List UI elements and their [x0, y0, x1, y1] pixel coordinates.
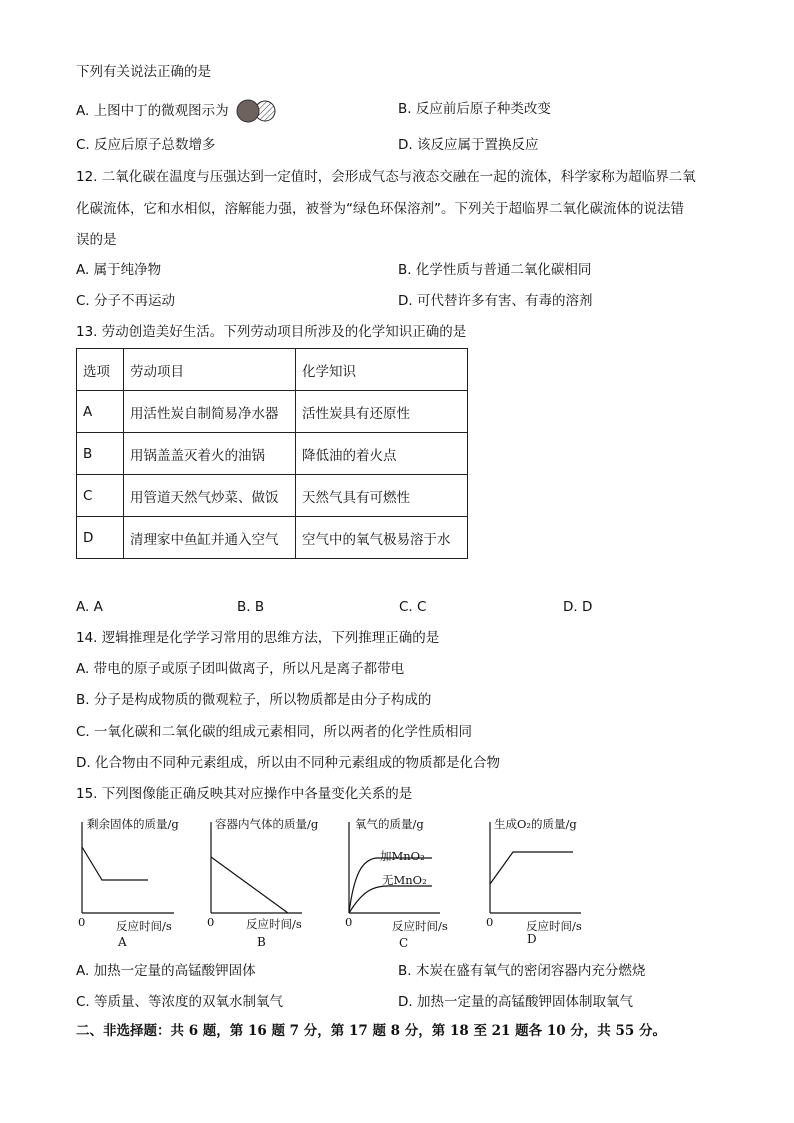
q14-option-d: D. 化合物由不同种元素组成，所以由不同种元素组成的物质都是化合物: [76, 755, 500, 771]
graph-d-letter: D: [527, 932, 537, 946]
table-cell: 空气中的氧气极易溶于水: [296, 517, 468, 559]
graph-b-letter: B: [257, 935, 266, 949]
graph-c-curve1-label: 加MnO₂: [380, 849, 425, 863]
table-header-cell: 劳动项目: [124, 349, 296, 391]
q12-stem-line3: 误的是: [76, 232, 117, 248]
table-cell: A: [77, 391, 124, 433]
table-cell: 用活性炭自制简易净水器: [124, 391, 296, 433]
table-cell: 活性炭具有还原性: [296, 391, 468, 433]
graph-c-letter: C: [399, 936, 409, 950]
q13-option-d: D. D: [563, 599, 593, 615]
graph-a-xlabel: 反应时间/s: [116, 919, 172, 933]
table-cell: 清理家中鱼缸并通入空气: [124, 517, 296, 559]
q15-option-c: C. 等质量、等浓度的双氧水制氧气: [76, 994, 284, 1010]
section-heading: 二、非选择题：共 6 题，第 16 题 7 分，第 17 题 8 分，第 18 至 21 题各 10 分，共 55 分。: [76, 1023, 666, 1039]
table-cell: 降低油的着火点: [296, 433, 468, 475]
q12-stem-line1: 12. 二氧化碳在温度与压强达到一定值时，会形成气态与液态交融在一起的流体，科学家称为超临界二氧: [76, 169, 696, 185]
graph-b-curve: [211, 857, 288, 913]
q11-option-b: B. 反应前后原子种类改变: [398, 101, 551, 117]
table-cell: 用锅盖盖灭着火的油锅: [124, 433, 296, 475]
table-row: [77, 433, 468, 475]
q15-stem: 15. 下列图像能正确反映其对应操作中各量变化关系的是: [76, 786, 413, 802]
q12-option-d: D. 可代替许多有害、有毒的溶剂: [398, 293, 593, 309]
q14-option-c: C. 一氧化碳和二氧化碳的组成元素相同，所以两者的化学性质相同: [76, 724, 473, 740]
graph-c-curve-without-mno2: [349, 886, 432, 913]
graph-c-curve2-label: 无MnO₂: [382, 873, 427, 887]
graph-b-ylabel: 容器内气体的质量/g: [215, 817, 319, 831]
graph-c-origin: 0: [345, 915, 353, 929]
q11-option-c: C. 反应后原子总数增多: [76, 137, 216, 153]
q13-option-b: B. B: [237, 599, 265, 615]
q11-option-a: [76, 99, 279, 123]
q12-option-b: B. 化学性质与普通二氧化碳相同: [398, 262, 592, 278]
q12-option-a: A. 属于纯净物: [76, 262, 162, 278]
q15-option-d: D. 加热一定量的高锰酸钾固体制取氧气: [398, 994, 633, 1010]
graph-a-curve: [82, 847, 148, 880]
graph-d-origin: 0: [486, 915, 494, 929]
table-cell: B: [77, 433, 124, 475]
graph-d: [486, 817, 582, 946]
graph-c-xlabel: 反应时间/s: [392, 919, 448, 933]
graph-d-curve: [490, 852, 573, 884]
table-header-cell: 选项: [77, 349, 124, 391]
q14-option-a: A. 带电的原子或原子团叫做离子，所以凡是离子都带电: [76, 661, 405, 677]
table-cell: 天然气具有可燃性: [296, 475, 468, 517]
table-cell: C: [77, 475, 124, 517]
graph-c-ylabel: 氧气的质量/g: [355, 817, 424, 831]
table-cell: D: [77, 517, 124, 559]
graph-a-ylabel: 剩余固体的质量/g: [87, 817, 179, 831]
q11-option-d: D. 该反应属于置换反应: [398, 137, 539, 153]
q13-option-a: A. A: [76, 599, 103, 615]
q12-option-c: C. 分子不再运动: [76, 293, 176, 309]
q12-stem-line2: 化碳流体，它和水相似，溶解能力强，被誉为“绿色环保溶剂”。下列关于超临界二氧化碳流体的说法错: [76, 201, 684, 217]
q15-option-a: A. 加热一定量的高锰酸钾固体: [76, 963, 256, 979]
molecule-icon: [235, 99, 279, 123]
graph-a-letter: A: [118, 935, 127, 949]
q13-option-c: C. C: [399, 599, 427, 615]
q14-stem: 14. 逻辑推理是化学学习常用的思维方法，下列推理正确的是: [76, 630, 440, 646]
graph-d-xlabel: 反应时间/s: [526, 919, 582, 933]
table-cell: 用管道天然气炒菜、做饭: [124, 475, 296, 517]
table-row: [77, 517, 468, 559]
graph-b-origin: 0: [207, 915, 215, 929]
table-row: [77, 475, 468, 517]
graph-b-xlabel: 反应时间/s: [246, 917, 302, 931]
graph-a-origin: 0: [78, 915, 86, 929]
q15-option-b: B. 木炭在盛有氧气的密闭容器内充分燃烧: [398, 963, 646, 979]
q11-option-a-text: A. 上图中丁的微观图示为: [76, 103, 229, 119]
q11-stem: 下列有关说法正确的是: [76, 64, 211, 80]
q13-stem: 13. 劳动创造美好生活。下列劳动项目所涉及的化学知识正确的是: [76, 324, 467, 340]
table-row: [77, 391, 468, 433]
graph-d-ylabel: 生成O₂的质量/g: [494, 817, 577, 831]
q14-option-b: B. 分子是构成物质的微观粒子，所以物质都是由分子构成的: [76, 692, 432, 708]
q15-graphs: [70, 812, 610, 954]
table-header-row: [77, 349, 468, 391]
q13-table: [76, 348, 468, 559]
graph-b: [207, 817, 319, 949]
graph-a: [78, 817, 179, 949]
table-header-cell: 化学知识: [296, 349, 468, 391]
graph-c: [345, 817, 448, 950]
